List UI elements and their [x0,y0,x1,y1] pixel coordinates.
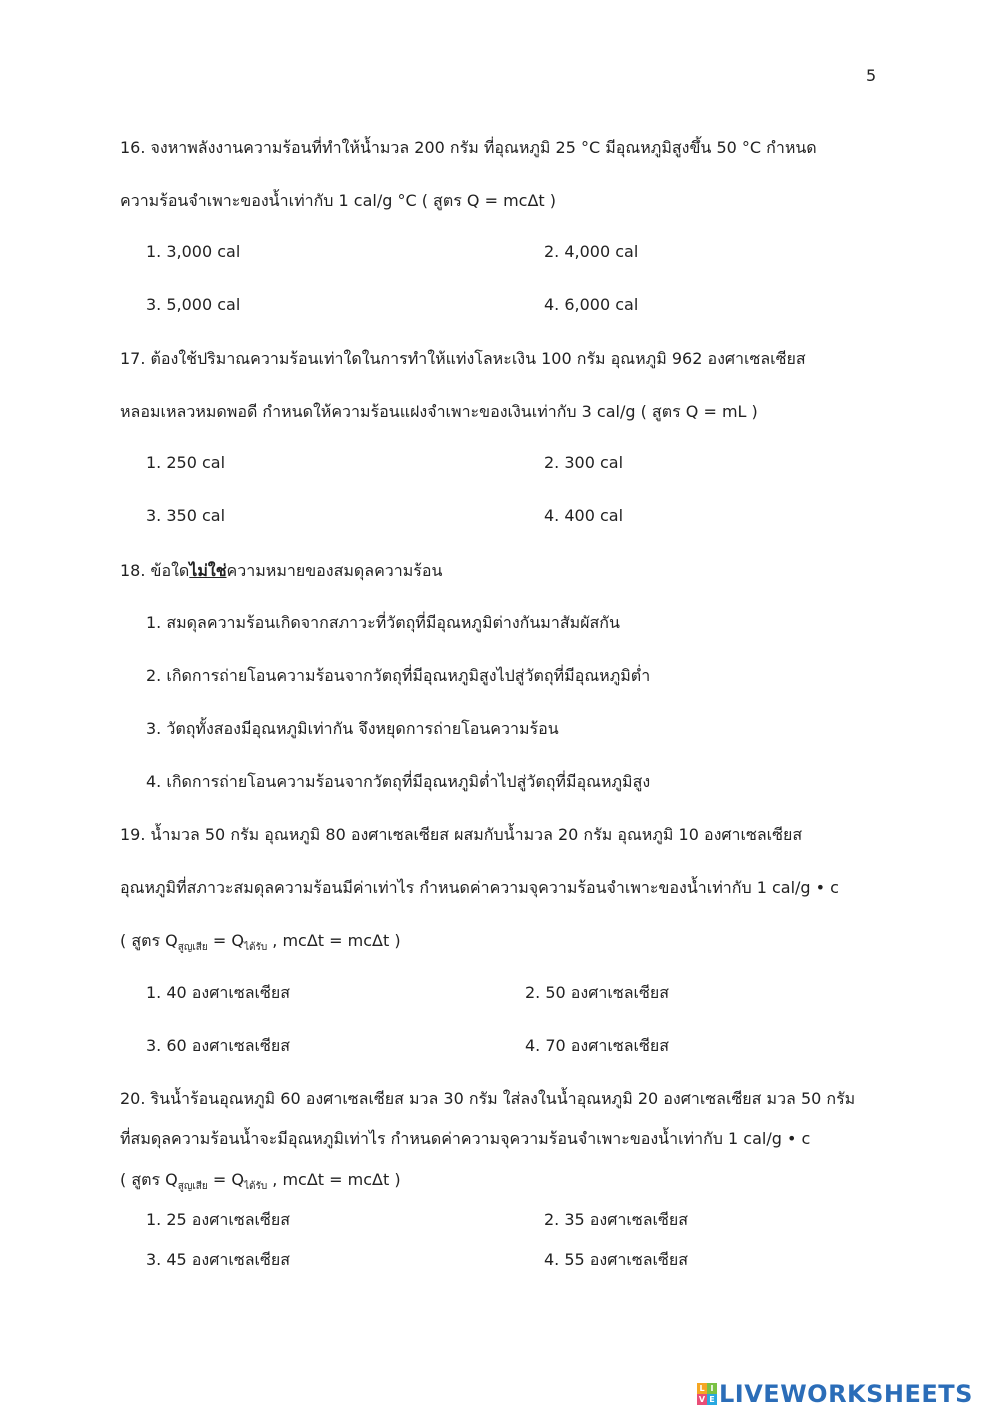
question-19-sub-gain: ได้รับ [243,942,268,953]
question-20-text-line1: 20. รินน้ำร้อนอุณหภูมิ 60 องศาเซลเซียส มวล 30 กรัม ใส่ลงในน้ำอุณหภูมิ 20 องศาเซลเซียส มวล 50 กรัม [120,1089,856,1108]
question-17-text-line1: 17. ต้องใช้ปริมาณความร้อนเท่าใดในการทำให้แท่งโลหะเงิน 100 กรัม อุณหภูมิ 962 องศาเซลเซียส [120,349,806,368]
logo-tile-2: I [707,1383,717,1394]
question-18-text [120,559,442,584]
question-18-prefix: 18. ข้อใด [120,561,190,580]
question-20-option-1[interactable]: 1. 25 องศาเซลเซียส [146,1210,290,1229]
question-17-option-1[interactable]: 1. 250 cal [146,453,226,472]
question-18-emphasis: ไม่ใช่ [189,561,227,580]
question-16-option-3[interactable]: 3. 5,000 cal [146,295,241,314]
question-17-option-4[interactable]: 4. 400 cal [544,506,624,525]
question-16-text-line2: ความร้อนจำเพาะของน้ำเท่ากับ 1 cal/g °C ( สูตร Q = mcΔt ) [120,191,556,210]
question-20-option-2[interactable]: 2. 35 องศาเซลเซียส [544,1210,688,1229]
question-19-text-line2: อุณหภูมิที่สภาวะสมดุลความร้อนมีค่าเท่าไร กำหนดค่าความจุความร้อนจำเพาะของน้ำเท่ากับ 1 cal/g • c [120,878,839,897]
question-18-option-4[interactable]: 4. เกิดการถ่ายโอนความร้อนจากวัตถุที่มีอุณหภูมิต่ำไปสู่วัตถุที่มีอุณหภูมิสูง [146,772,651,791]
question-18-suffix: ความหมายของสมดุลความร้อน [226,561,443,580]
question-20-formula-b: = Q [207,1170,244,1189]
question-19-formula [120,929,401,955]
question-20-option-4[interactable]: 4. 55 องศาเซลเซียส [544,1250,688,1269]
question-20-sub-loss: สูญเสีย [177,1181,208,1192]
question-19-option-4[interactable]: 4. 70 องศาเซลเซียส [525,1036,669,1055]
question-16-option-1[interactable]: 1. 3,000 cal [146,242,241,261]
page-number: 5 [866,66,877,85]
logo-text: LIVEWORKSHEETS [719,1380,973,1408]
liveworksheets-logo[interactable] [697,1378,973,1410]
question-19-sub-loss: สูญเสีย [177,942,208,953]
logo-tile-3: V [698,1395,706,1404]
question-19-formula-a: ( สูตร Q [120,931,178,950]
question-20-formula-a: ( สูตร Q [120,1170,178,1189]
question-19-option-1[interactable]: 1. 40 องศาเซลเซียส [146,983,290,1002]
question-19-text-line1: 19. น้ำมวล 50 กรัม อุณหภูมิ 80 องศาเซลเซียส ผสมกับน้ำมวล 20 กรัม อุณหภูมิ 10 องศาเซลเซียส [120,825,803,844]
question-20-sub-gain: ได้รับ [243,1181,268,1192]
logo-tile-1: L [697,1383,707,1394]
question-20-formula [120,1168,401,1194]
question-18-option-2[interactable]: 2. เกิดการถ่ายโอนความร้อนจากวัตถุที่มีอุณหภูมิสูงไปสู่วัตถุที่มีอุณหภูมิต่ำ [146,666,651,685]
question-19-formula-c: , mcΔt = mcΔt ) [267,931,401,950]
question-17-option-2[interactable]: 2. 300 cal [544,453,624,472]
question-16-text-line1: 16. จงหาพลังงานความร้อนที่ทำให้น้ำมวล 200 กรัม ที่อุณหภูมิ 25 °C มีอุณหภูมิสูงขึ้น 50 °C กำหนด [120,138,817,157]
question-18-option-1[interactable]: 1. สมดุลความร้อนเกิดจากสภาวะที่วัตถุที่มีอุณหภูมิต่างกันมาสัมผัสกัน [146,613,620,632]
question-19-option-2[interactable]: 2. 50 องศาเซลเซียส [525,983,669,1002]
question-16-option-2[interactable]: 2. 4,000 cal [544,242,639,261]
question-20-option-3[interactable]: 3. 45 องศาเซลเซียส [146,1250,290,1269]
logo-tile-4: E [707,1394,717,1405]
question-18-option-3[interactable]: 3. วัตถุทั้งสองมีอุณหภูมิเท่ากัน จึงหยุดการถ่ายโอนความร้อน [146,719,559,738]
question-20-text-line2: ที่สมดุลความร้อนน้ำจะมีอุณหภูมิเท่าไร กำหนดค่าความจุความร้อนจำเพาะของน้ำเท่ากับ 1 cal/g • c [120,1129,811,1148]
logo-mark-icon [697,1383,717,1405]
question-19-option-3[interactable]: 3. 60 องศาเซลเซียส [146,1036,290,1055]
question-16-option-4[interactable]: 4. 6,000 cal [544,295,639,314]
question-17-text-line2: หลอมเหลวหมดพอดี กำหนดให้ความร้อนแฝงจำเพาะของเงินเท่ากับ 3 cal/g ( สูตร Q = mL ) [120,402,758,421]
question-19-formula-b: = Q [207,931,244,950]
question-17-option-3[interactable]: 3. 350 cal [146,506,226,525]
question-20-formula-c: , mcΔt = mcΔt ) [267,1170,401,1189]
